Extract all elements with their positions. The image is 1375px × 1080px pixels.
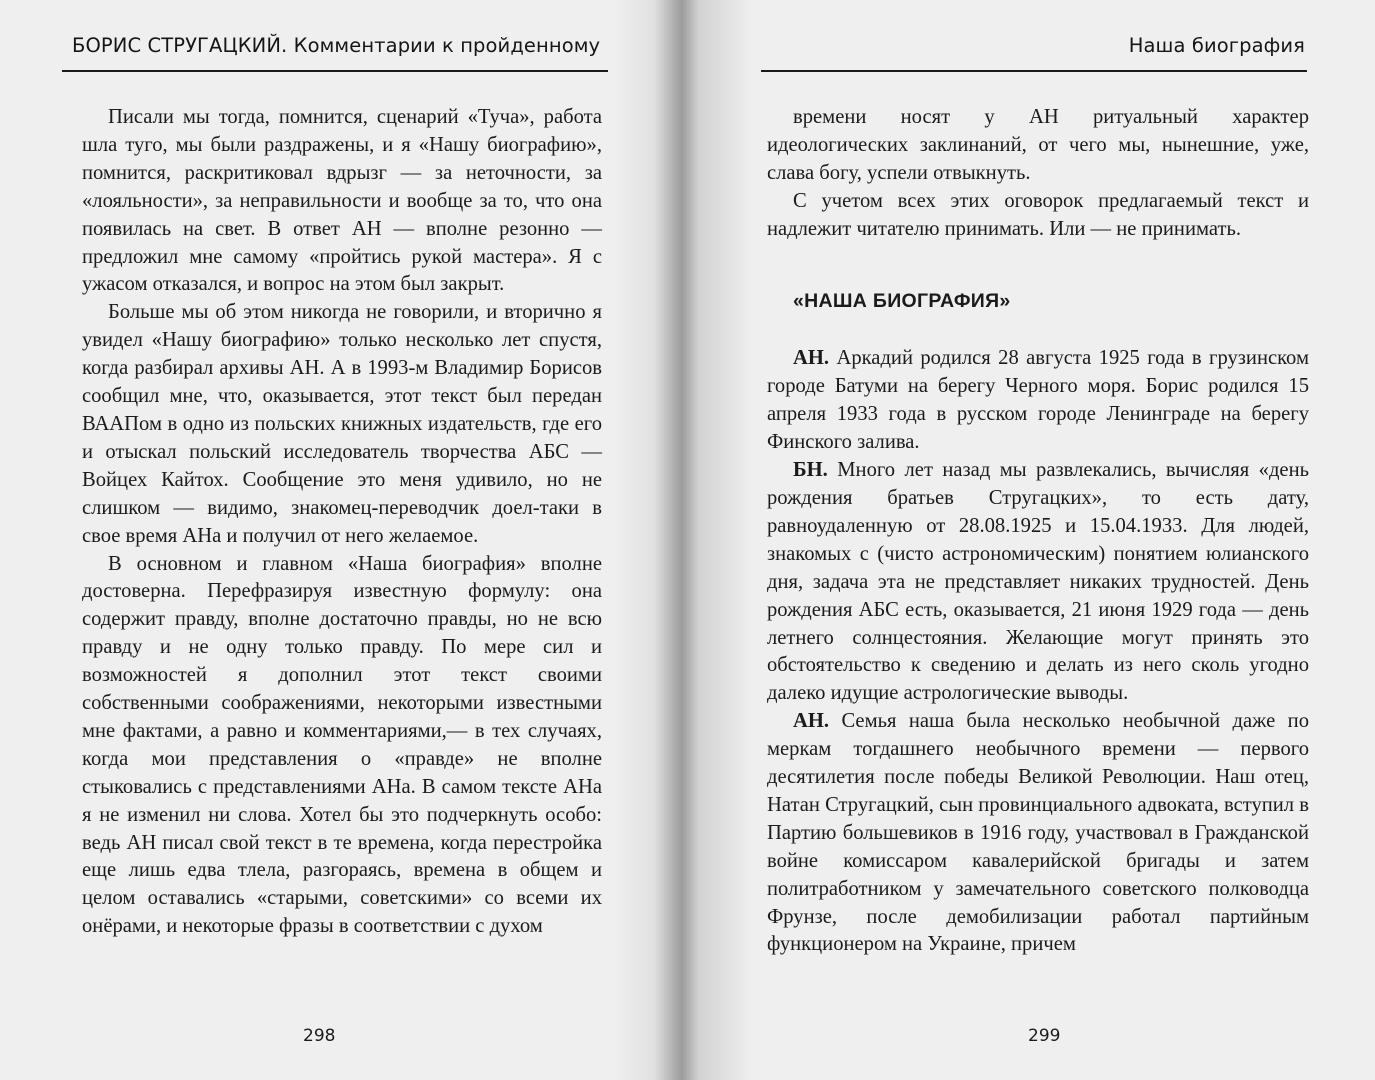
paragraph: Писали мы тогда, помнится, сценарий «Туча», работа шла туго, мы были раздражены, и я «Нашу биографию», помнится, раскритиковал вдрызг — за неточности, за «лояльности», за неправильности и вообще за то, что она появилась на свет. В ответ АН — вполне резонно — предложил мне самому «пройтись рукой мастера». Я с ужасом отказался, и вопрос на этом был закрыт. (82, 106, 602, 296)
header-rule (62, 70, 608, 72)
right-page-body (767, 104, 1309, 959)
paragraph: времени носят у АН ритуальный характер идеологических заклинаний, от чего мы, нынешние, уже, слава богу, успели отвыкнуть. (767, 106, 1309, 184)
paragraph: В основном и главном «Наша биография» вполне достоверна. Перефразируя известную формулу: она содержит правду, вполне достаточно правды, но не всю правду и не одну только правду. По мере сил и возможностей я дополнил этот текст своими собственными соображениями, некоторыми известными мне фактами, а равно и комментариями,— в тех случаях, когда мои представления о «правде» не вполне стыковались с представлениями АНа. В самом тексте АНа я не изменил ни слова. Хотел бы это подчеркнуть особо: ведь АН писал свой текст в те времена, когда перестройка еще лишь едва тлела, разгораясь, времена в общем и целом оставались «старыми, советскими» со всеми их онёрами, и некоторые фразы в соответствии с духом (82, 552, 602, 938)
speaker-label: БН. (793, 459, 828, 482)
speaker-label: АН. (793, 347, 830, 370)
header-rule (761, 70, 1307, 72)
paragraph (767, 457, 1309, 708)
speaker-label: АН. (793, 710, 830, 733)
paragraph-text: Аркадий родился 28 августа 1925 года в грузинском городе Батуми на берегу Черного моря. Борис родился 15 апреля 1933 года в русском городе Ленинграде на берегу Финского залива. (767, 347, 1309, 454)
left-running-head: БОРИС СТРУГАЦКИЙ. Комментарии к пройденному (72, 34, 601, 57)
left-page (0, 0, 680, 1080)
page-number: 299 (1028, 1026, 1061, 1046)
page-number: 298 (303, 1026, 336, 1046)
right-running-head: Наша биография (1128, 34, 1305, 57)
paragraph (767, 708, 1309, 959)
paragraph: С учетом всех этих оговорок предлагаемый текст и надлежит читателю принимать. Или — не принимать. (767, 189, 1309, 240)
paragraph (767, 345, 1309, 457)
section-title: «НАША БИОГРАФИЯ» (793, 289, 1011, 312)
left-page-body (82, 104, 602, 941)
paragraph: Больше мы об этом никогда не говорили, и вторично я увидел «Нашу биографию» только несколько лет спустя, когда разбирал архивы АН. А в 1993-м Владимир Борисов сообщил мне, что, оказывается, этот текст был передан ВААПом в одно из польских книжных издательств, где его и отыскал польский исследователь творчества АБС — Войцех Кайтох. Сообщение это меня удивило, но не слишком — видимо, знакомец-переводчик доел-таки в свое время АНа и получил от него желаемое. (82, 301, 602, 547)
paragraph-text: Много лет назад мы развлекались, вычисляя «день рождения братьев Стругацких», то есть дату, равноудаленную от 28.08.1925 и 15.04.1933. Для людей, знакомых с (чисто астрономическим) понятием юлианского дня, задача эта не представляет никаких трудностей. День рождения АБС есть, оказывается, 21 июня 1929 года — день летнего солнцестояния. Желающие могут принять это обстоятельство к сведению и делать из него сколь угодно далеко идущие астрологические выводы. (767, 459, 1309, 705)
paragraph-text: Семья наша была несколько необычной даже по меркам тогдашнего необычного времени — первого десятилетия после победы Великой Революции. Наш отец, Натан Стругацкий, сын провинциального адвоката, вступил в Партию большевиков в 1916 году, участвовал в Гражданской войне комиссаром кавалерийской бригады и затем политработником у замечательного советского полководца Фрунзе, после демобилизации работал партийным функционером на Украине, причем (767, 710, 1309, 956)
right-page (695, 0, 1375, 1080)
